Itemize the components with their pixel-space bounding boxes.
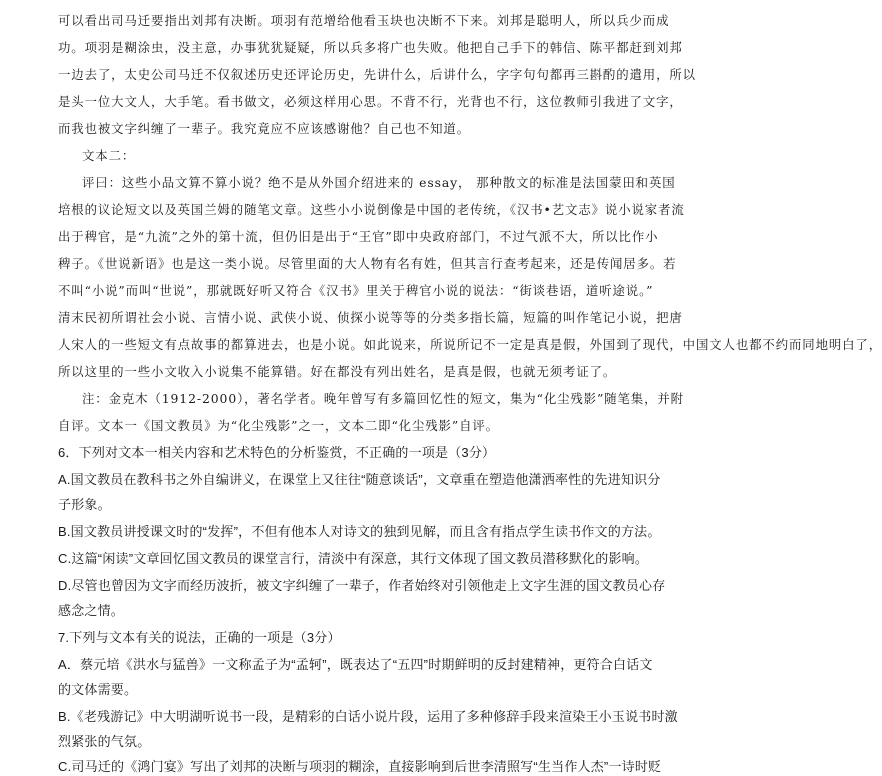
question-6-option-a-line-1: A.国文教员在教科书之外自编讲义，在课堂上又往往“随意谈话”，文章重在塑造他潇洒率性的先进知识分 (58, 472, 661, 487)
question-6-option-b: B.国文教员讲授课文时的“发挥”，不但有他本人对诗文的独到见解，而且含有指点学生读书作文的方法。 (58, 524, 661, 539)
text1-line-4: 是头一位大文人，大手笔。看书做文，必须这样用心思。不背不行，光背也不行，这位教师引我进了文字， (58, 94, 683, 109)
text2-line-3: 出于稗官，是“九流”之外的第十流，但仍旧是出于“王官”即中央政府部门，不过气派不大，所以比作小 (58, 229, 659, 244)
text2-line-6: 清末民初所谓社会小说、言情小说、武侠小说、侦探小说等等的分类多指长篇，短篇的叫作笔记小说，把唐 (58, 310, 683, 325)
text1-line-3: 一边去了，太史公司马迁不仅叙述历史还评论历史，先讲什么，后讲什么，字字句句都再三斟酌的遣用，所以 (58, 67, 696, 82)
question-6-option-d-line-1: D.尽管也曾因为文字而经历波折，被文字纠缠了一辈子，作者始终对引领他走上文字生涯的国文教员心存 (58, 578, 666, 593)
note-line-1: 注：金克木（1912-2000），著名学者。晚年曾写有多篇回忆性的短文，集为“化尘残影”随笔集，并附 (82, 391, 684, 406)
question-7-stem: 7.下列与文本有关的说法，正确的一项是（3分） (58, 630, 341, 645)
question-6-option-d-line-2: 感念之情。 (58, 603, 125, 618)
text1-line-2: 功。项羽是糊涂虫，没主意，办事犹犹疑疑，所以兵多将广也失败。他把自己手下的韩信、陈平都赶到刘邦 (58, 40, 683, 55)
text2-line-2: 培根的议论短文以及英国兰姆的随笔文章。这些小小说倒像是中国的老传统，《汉书•艺文志》说小说家者流 (58, 202, 685, 217)
question-6-stem: 6．下列对文本一相关内容和艺术特色的分析鉴赏，不正确的一项是（3分） (58, 445, 496, 460)
text2-line-1: 评曰：这些小品文算不算小说？绝不是从外国介绍进来的 essay， 那种散文的标准是法国蒙田和英国 (82, 175, 676, 190)
text1-line-5: 而我也被文字纠缠了一辈子。我究竟应不应该感谢他？自己也不知道。 (58, 121, 471, 136)
question-6-option-a-line-2: 子形象。 (58, 497, 111, 512)
question-7-option-b-line-2: 烈紧张的气氛。 (58, 734, 151, 749)
text2-line-5: 不叫“小说”而叫“世说”，那就既好听又符合《汉书》里关于稗官小说的说法：“街谈巷语，道听途说。” (58, 283, 654, 298)
note-line-2: 自评。文本一《国文教员》为“化尘残影”之一，文本二即“化尘残影”自评。 (58, 418, 499, 433)
question-7-option-c: C.司马迁的《鸿门宴》写出了刘邦的决断与项羽的糊涂，直接影响到后世李清照写“生当作人杰”一诗时贬 (58, 759, 662, 774)
text2-heading: 文本二： (82, 148, 136, 163)
text2-line-7: 人宋人的一些短文有点故事的都算进去，也是小说。如此说来，所说所记不一定是真是假，外国到了现代，中国文人也都不约而同地明白了， (58, 337, 882, 352)
question-7-option-a-line-2: 的文体需要。 (58, 682, 138, 697)
text2-line-8: 所以这里的一些小文收入小说集不能算错。好在都没有列出姓名，是真是假，也就无须考证了。 (58, 364, 617, 379)
question-7-option-b-line-1: B.《老残游记》中大明湖听说书一段，是精彩的白话小说片段，运用了多种修辞手段来渲染王小玉说书时激 (58, 709, 678, 724)
text1-line-1: 可以看出司马迁要指出刘邦有决断。项羽有范增给他看玉块也决断不下来。刘邦是聪明人，所以兵少而成 (58, 13, 670, 28)
question-7-option-a-line-1: A．蔡元培《洪水与猛兽》一文称孟子为“孟轲”，既表达了“五四”时期鲜明的反封建精神，更符合白话文 (58, 657, 653, 672)
text2-line-4: 稗子。《世说新语》也是这一类小说。尽管里面的大人物有名有姓，但其言行查考起来，还是传闻居多。若 (58, 256, 677, 271)
question-6-option-c: C.这篇“闲读”文章回忆国文教员的课堂言行，清淡中有深意，其行文体现了国文教员潜移默化的影响。 (58, 551, 649, 566)
